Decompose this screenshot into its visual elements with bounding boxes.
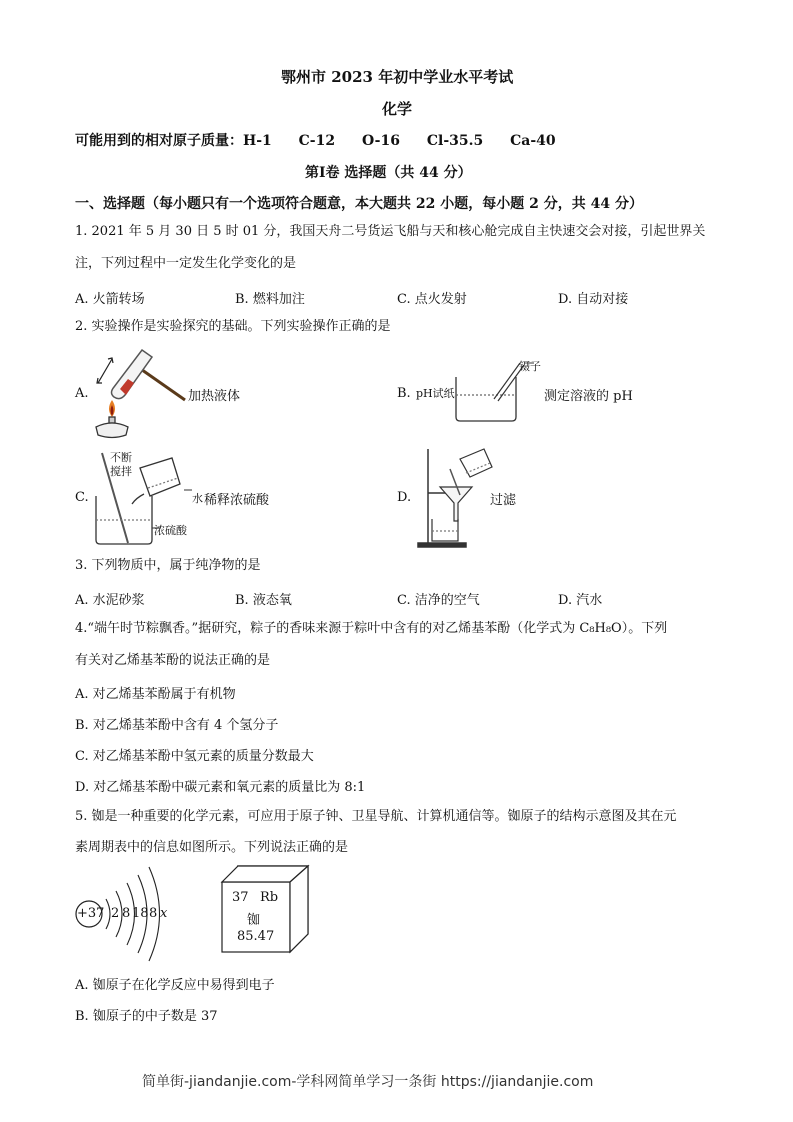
q3-option-d: D. 汽水 — [558, 593, 603, 608]
q5-line1: 5. 铷是一种重要的化学元素，可应用于原子钟、卫星导航、计算机通信等。铷原子的结构示意图及其在元 — [75, 809, 677, 824]
pouring-beaker — [460, 449, 492, 477]
element-symbol: Rb — [260, 890, 279, 905]
q5-option-a: A. 铷原子在化学反应中易得到电子 — [75, 978, 275, 993]
element-mass: 85.47 — [237, 929, 275, 944]
stir-label-1: 不断 — [110, 451, 132, 464]
q2-stem: 2. 实验操作是实验探究的基础。下列实验操作正确的是 — [75, 319, 391, 334]
q2-option-d-letter: D. — [397, 490, 412, 505]
q5-line2: 素周期表中的信息如图所示。下列说法正确的是 — [75, 840, 349, 855]
beaker — [456, 377, 516, 421]
funnel — [440, 487, 472, 521]
shell-electrons-2: 8 — [122, 906, 131, 921]
exam-title: 鄂州市 2023 年初中学业水平考试 — [281, 68, 514, 86]
q1-line1: 1. 2021 年 5 月 30 日 5 时 01 分，我国天舟二号货运飞船与天和核心舱完成自主快速交会对接，引起世界关 — [75, 224, 706, 239]
q1-option-d: D. 自动对接 — [558, 292, 629, 307]
q2-option-a-letter: A. — [75, 386, 89, 401]
q1-line2: 注，下列过程中一定发生化学变化的是 — [75, 256, 297, 271]
element-number: 37 — [232, 890, 249, 905]
water-label: 水 — [192, 492, 203, 505]
q3-option-c: C. 洁净的空气 — [397, 593, 480, 608]
q3-option-b: B. 液态氧 — [235, 593, 292, 608]
ph-paper-label: pH试纸 — [416, 387, 455, 400]
stir-label-2: 搅拌 — [110, 465, 132, 478]
atomic-mass-item: Ca-40 — [510, 133, 556, 149]
q4-line2: 有关对乙烯基苯酚的说法正确的是 — [75, 653, 271, 668]
atomic-mass-item: Cl-35.5 — [426, 133, 484, 149]
shell-electrons-1: 2 — [111, 906, 120, 921]
q3-option-a: A. 水泥砂浆 — [75, 593, 145, 608]
q1-option-c: C. 点火发射 — [397, 292, 467, 307]
q4-option-b: B. 对乙烯基苯酚中含有 4 个氢分子 — [75, 718, 279, 733]
atomic-mass-line — [75, 130, 556, 150]
q4-option-d: D. 对乙烯基苯酚中碳元素和氧元素的质量比为 8:1 — [75, 780, 366, 795]
subject-title: 化学 — [382, 100, 413, 118]
q2-option-c-letter: C. — [75, 490, 89, 505]
q3-stem: 3. 下列物质中，属于纯净物的是 — [75, 558, 261, 573]
large-beaker — [96, 496, 152, 544]
q4-option-c: C. 对乙烯基苯酚中氢元素的质量分数最大 — [75, 749, 314, 764]
receiving-beaker — [432, 519, 458, 541]
q2-option-d-caption: 过滤 — [490, 493, 517, 508]
small-beaker — [132, 458, 180, 504]
shell-electrons-5: x — [160, 906, 168, 921]
q2-option-b-letter: B. — [397, 386, 411, 401]
q2-option-c-caption: 稀释浓硫酸 — [204, 493, 270, 508]
q1-option-b: B. 燃料加注 — [235, 292, 305, 307]
alcohol-lamp — [96, 417, 128, 438]
acid-label: 浓硫酸 — [154, 524, 187, 537]
part-title: 第Ⅰ卷 选择题（共 44 分） — [305, 165, 472, 181]
tweezers-label: 镊子 — [519, 360, 541, 373]
shell-electrons-3: 18 — [132, 906, 149, 921]
filtration-diagram — [414, 445, 494, 550]
alcohol-lamp-flame — [109, 400, 115, 417]
q4-line1: 4.“端午时节粽飘香。”据研究，粽子的香味来源于粽叶中含有的对乙烯基苯酚（化学式为 C₈H₈O）。下列 — [75, 621, 668, 636]
element-name: 铷 — [247, 913, 261, 928]
q4-option-a: A. 对乙烯基苯酚属于有机物 — [75, 687, 236, 702]
q5-option-b: B. 铷原子的中子数是 37 — [75, 1009, 218, 1024]
arrow — [97, 358, 113, 383]
atomic-mass-item: O-16 — [361, 133, 400, 149]
atomic-mass-item: C-12 — [298, 133, 336, 149]
shell-electrons-4: 8 — [149, 906, 158, 921]
section-title: 一、选择题（每小题只有一个选项符合题意，本大题共 22 小题，每小题 2 分，共 44 分） — [75, 196, 643, 212]
footer-watermark: 简单街-jiandanjie.com-学科网简单学习一条街 https://jiandanjie.com — [142, 1074, 594, 1090]
q2-option-a-caption: 加热液体 — [188, 389, 241, 404]
q2-option-b-caption: 测定溶液的 pH — [544, 389, 633, 404]
nucleus-charge: +37 — [77, 906, 105, 921]
atomic-mass-item: 可能用到的相对原子质量：H-1 — [75, 133, 272, 149]
heating-liquid-diagram — [90, 345, 190, 440]
q1-option-a: A. 火箭转场 — [75, 292, 145, 307]
